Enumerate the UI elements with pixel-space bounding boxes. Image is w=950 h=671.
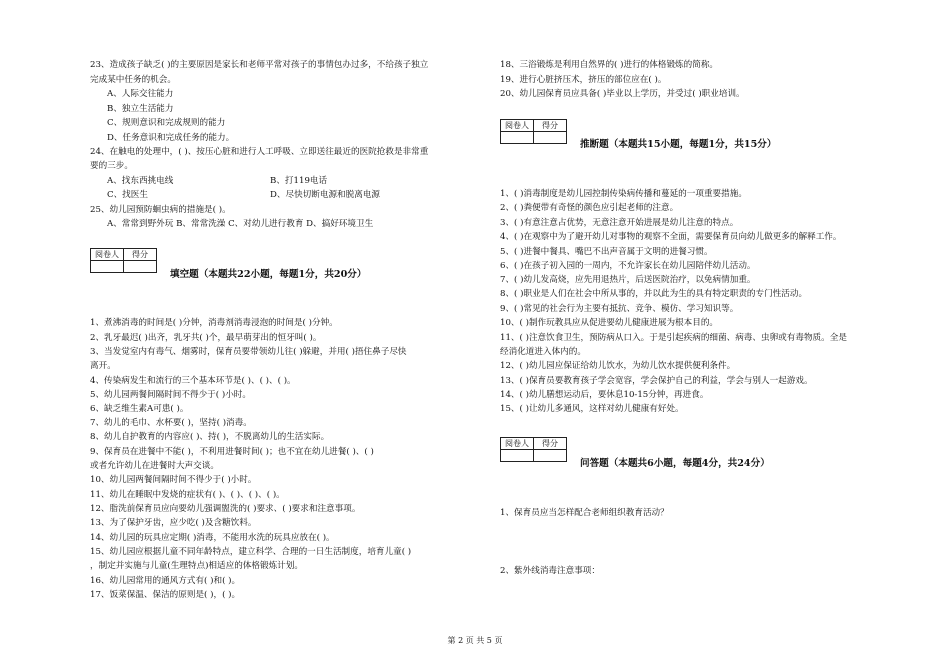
q24-option-d: D、尽快切断电源和脱离电源 xyxy=(270,190,381,200)
judge-item: 8、( )职业是人们在社会中所从事的，并以此为生的具有特定职责的专门性活动。 xyxy=(500,289,808,299)
q25-options: A、常常到野外玩 B、常常洗澡 C、对幼儿进行教育 D、搞好环境卫生 xyxy=(107,219,374,229)
judge-item: 4、( )在观察中为了避开幼儿对事物的观察不全面，需要保育员向幼儿做更多的解释工作。 xyxy=(500,232,842,242)
qa-section-title: 问答题（本题共6小题，每题4分，共24分） xyxy=(580,458,770,469)
judge-item: 7、( )幼儿发高烧，应先用退热片，后送医院治疗，以免病情加重。 xyxy=(500,275,756,285)
score-box-fill xyxy=(90,248,157,273)
reviewer-label: 阅卷人 xyxy=(91,249,124,261)
page-footer: 第 2 页 共 5 页 xyxy=(447,636,503,645)
reviewer-cell xyxy=(501,132,534,144)
fill-item: 7、幼儿的毛巾、水杯要( )，坚持( )消毒。 xyxy=(90,418,252,428)
fill-item: 离开。 xyxy=(90,361,116,371)
judge-item: 经消化道进入体内的。 xyxy=(500,347,586,357)
score-label: 得分 xyxy=(124,249,157,261)
reviewer-label: 阅卷人 xyxy=(501,120,534,132)
judge-item: 11、( )注意饮食卫生，预防病从口入。于是引起疾病的细菌、病毒、虫卵或有毒物质。全是 xyxy=(500,333,847,343)
q25-stem: 25、幼儿园预防蛔虫病的措施是( )。 xyxy=(90,205,231,215)
q24-option-b: B、打119电话 xyxy=(270,176,328,186)
score-cell xyxy=(534,450,567,462)
judge-item: 3、( )有意注意占优势，无意注意开始进展是幼儿注意的特点。 xyxy=(500,218,739,228)
reviewer-cell xyxy=(91,261,124,273)
score-label: 得分 xyxy=(534,120,567,132)
score-box-judge xyxy=(500,119,567,144)
score-box-qa xyxy=(500,437,567,462)
fill-item: 12、脂洗前保育员应向要幼儿强调盥洗的( )要求、( )要求和注意事项。 xyxy=(90,504,361,514)
q24-option-a: A、找东西挑电线 xyxy=(107,176,174,186)
qa-item: 2、紫外线消毒注意事项： xyxy=(500,566,600,576)
judge-item: 15、( )让幼儿多通风，这样对幼儿健康有好处。 xyxy=(500,404,684,414)
judge-item: 6、( )在孩子初入园的一周内，不允许家长在幼儿园陪伴幼儿活动。 xyxy=(500,261,756,271)
score-cell xyxy=(124,261,157,273)
q23-option-c: C、规则意识和完成规则的能力 xyxy=(107,118,226,128)
fill-item: 17、饭菜保温、保洁的原则是( )，( )。 xyxy=(90,590,241,600)
fill-item: 或者允许幼儿在进餐时大声交谈。 xyxy=(90,461,219,471)
fill-section-title: 填空题（本题共22小题，每题1分，共20分） xyxy=(170,269,367,280)
judge-item: 5、( )进餐中餐具、嘴巴不出声音属于文明的进餐习惯。 xyxy=(500,247,713,257)
judge-section-title: 推断题（本题共15小题，每题1分，共15分） xyxy=(580,139,777,150)
fill-item: 4、传染病发生和流行的三个基本环节是( )、( )、( )。 xyxy=(90,376,296,386)
judge-item: 10、( )制作玩教具应从促进要幼儿健康进展为根本目的。 xyxy=(500,318,719,328)
reviewer-label: 阅卷人 xyxy=(501,438,534,450)
fill-item: 9、保育员在进餐中不能( )，不利用进餐时间( )；也不宜在幼儿进餐( )、( ) xyxy=(90,447,374,457)
fill-item: 13、为了保护牙齿，应少吃( )及含糖饮料。 xyxy=(90,518,257,528)
q24-stem-cont: 要的三步。 xyxy=(90,161,133,171)
qa-item: 1、保育员应当怎样配合老师组织教育活动？ xyxy=(500,508,669,518)
score-cell xyxy=(534,132,567,144)
judge-item: 2、( )粪便带有奇怪的颜色应引起老师的注意。 xyxy=(500,203,679,213)
fill-item: 8、幼儿自护教育的内容应( )、持( )，不脱离幼儿的生活实际。 xyxy=(90,432,330,442)
fill-item: 5、幼儿园两餐间隔时间不得少于( )小时。 xyxy=(90,390,251,400)
fill-item: 15、幼儿园应根据儿童不同年龄特点，建立科学、合理的一日生活制度，培育儿童( ) xyxy=(90,547,412,557)
fill-item: 11、幼儿在睡眠中发烧的症状有( )、( )、( )、( )。 xyxy=(90,490,285,500)
fill-item: 2、乳牙最迟( )出齐，乳牙共( )个，最早萌芽出的恒牙叫( )。 xyxy=(90,333,322,343)
q24-stem: 24、在触电的处理中，( )、按压心脏和进行人工呼吸、立即送往最近的医院抢救是非常重 xyxy=(90,147,429,157)
fill-item: 1、煮沸消毒的时间是( )分钟，消毒剂消毒浸泡的时间是( )分钟。 xyxy=(90,318,338,328)
fill-item: 6、缺乏维生素A可患( )。 xyxy=(90,404,189,414)
fill-item: ，制定并实施与儿童(生理特点)相适应的体格锻炼计划。 xyxy=(90,561,303,571)
fill-item: 20、幼儿园保育员应具备( )毕业以上学历，并受过( )职业培训。 xyxy=(500,89,745,99)
judge-item: 1、( )消毒制度是幼儿园控制传染病传播和蔓延的一项重要措施。 xyxy=(500,189,747,199)
judge-item: 14、( )幼儿膳想运动后，要休息10-15分钟，再进食。 xyxy=(500,390,709,400)
fill-item: 3、当发觉室内有毒气、烟雾时，保育员要带领幼儿往( )躲避，并用( )捂住鼻子尽快 xyxy=(90,347,407,357)
score-label: 得分 xyxy=(534,438,567,450)
fill-item: 19、进行心脏挤压术，挤压的部位应在( )。 xyxy=(500,75,667,85)
fill-item: 10、幼儿园两餐间隔时间不得少于( )小时。 xyxy=(90,475,257,485)
reviewer-cell xyxy=(501,450,534,462)
judge-item: 12、( )幼儿园应保证给幼儿饮水，为幼儿饮水提供便利条件。 xyxy=(500,361,736,371)
fill-item: 18、三浴锻炼是利用自然界的( )进行的体格锻炼的简称。 xyxy=(500,60,719,70)
q23-stem: 23、造成孩子缺乏( )的主要原因是家长和老师平常对孩子的事情包办过多，不给孩子独立 xyxy=(90,60,429,70)
judge-item: 13、( )保育员要教育孩子学会宽容，学会保护自己的利益，学会与别人一起游戏。 xyxy=(500,376,813,386)
q23-option-b: B、独立生活能力 xyxy=(107,104,174,114)
fill-item: 14、幼儿园的玩具应定期( )消毒，不能用水洗的玩具应放在( )。 xyxy=(90,533,335,543)
q24-option-c: C、找医生 xyxy=(107,190,148,200)
q23-stem-cont: 完成某中任务的机会。 xyxy=(90,75,176,85)
q23-option-a: A、人际交往能力 xyxy=(107,89,174,99)
q23-option-d: D、任务意识和完成任务的能力。 xyxy=(107,133,235,143)
judge-item: 9、( )常见的社会行为主要有抵抗、竞争、模仿、学习知识等。 xyxy=(500,304,739,314)
fill-item: 16、幼儿园常用的通风方式有( )和( )。 xyxy=(90,576,241,586)
